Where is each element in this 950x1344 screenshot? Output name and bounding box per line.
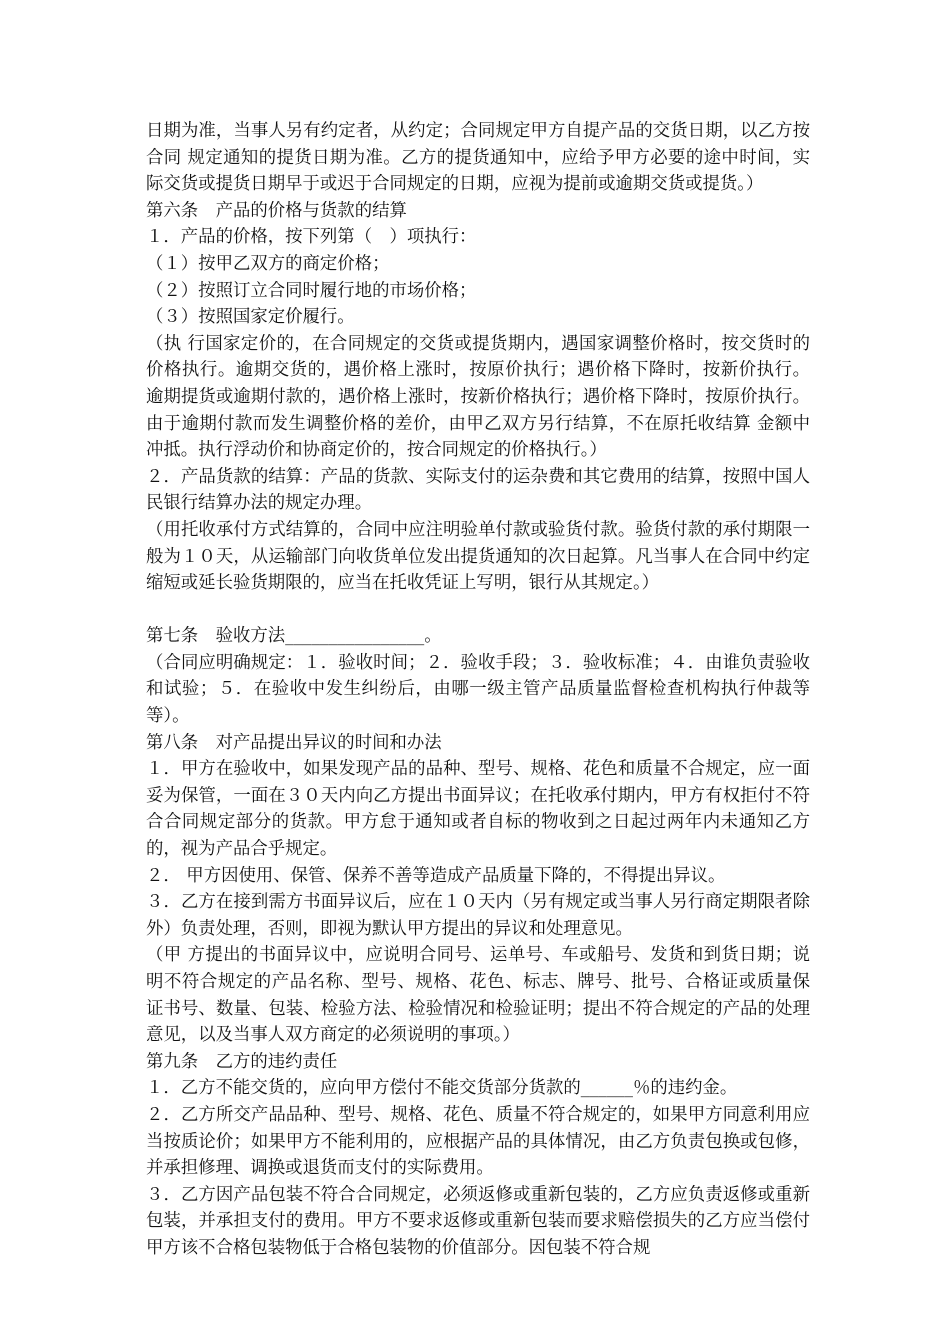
article-7-heading: 第七条 验收方法________________。 bbox=[146, 626, 442, 647]
price-clause-1: １．产品的价格，按下列第（ ）项执行： bbox=[146, 227, 477, 248]
payment-note: （用托收承付方式结算的，合同中应注明验单付款或验货付款。验货付款的承付期限一般为１０天，从运输部门向收货单位发出提货通知的次日起算。凡当事人在合同中约定缩短或延长验货期限的，应当在托收凭证上写明，银行从其规定。） bbox=[146, 519, 810, 594]
liability-clause-1: １．乙方不能交货的，应向甲方偿付不能交货部分货款的______％的违约金。 bbox=[146, 1078, 738, 1099]
objection-clause-3: ３．乙方在接到需方书面异议后，应在１０天内（另有规定或当事人另行商定期限者除外）负责处理，否则，即视为默认甲方提出的异议和处理意见。 bbox=[146, 892, 810, 939]
price-note: （执 行国家定价的，在合同规定的交货或提货期内，遇国家调整价格时，按交货时的价格执行。逾期交货的，遇价格上涨时，按原价执行；遇价格下降时，按新价执行。 逾期提货或逾期付款的，遇价格上涨时，按新价格执行；遇价格下降时，按原价执行。由于逾期付款而发生调整价格的差价，由甲乙双方另行结算，不在原托收结算 金额中冲抵。执行浮动价和协商定价的，按合同规定的价格执行。） bbox=[146, 333, 810, 461]
article-8-heading: 第八条 对产品提出异议的时间和办法 bbox=[146, 732, 442, 753]
price-option-1: （１）按甲乙双方的商定价格； bbox=[146, 253, 390, 274]
objection-clause-1: １．甲方在验收中，如果发现产品的品种、型号、规格、花色和质量不合规定，应一面妥为保管，一面在３０天内向乙方提出书面异议；在托收承付期内，甲方有权拒付不符合合同规定部分的货款。甲方怠于通知或者自标的物收到之日起过两年内未通知乙方的，视为产品合乎规定。 bbox=[146, 759, 810, 860]
blank-line bbox=[146, 597, 810, 624]
price-option-2: （２）按照订立合同时履行地的市场价格； bbox=[146, 280, 477, 301]
inspection-note: （合同应明确规定：１．验收时间；２．验收手段；３．验收标准；４．由谁负责验收和试验；５．在验收中发生纠纷后，由哪一级主管产品质量监督检查机构执行仲裁等等）。 bbox=[146, 652, 810, 727]
payment-clause-2: ２．产品货款的结算：产品的货款、实际支付的运杂费和其它费用的结算，按照中国人民银行结算办法的规定办理。 bbox=[146, 466, 810, 514]
price-option-3: （３）按照国家定价履行。 bbox=[146, 307, 355, 328]
article-9-heading: 第九条 乙方的违约责任 bbox=[146, 1051, 338, 1072]
article-6-heading: 第六条 产品的价格与货款的结算 bbox=[146, 200, 407, 221]
paragraph-delivery-date-note: 日期为准，当事人另有约定者，从约定；合同规定甲方自提产品的交货日期，以乙方按合同 规定通知的提货日期为准。乙方的提货通知中，应给予甲方必要的途中时间，实际交货或提货日期早于或迟于合同规定的日期，应视为提前或逾期交货或提货。） bbox=[146, 121, 810, 195]
liability-clause-3: ３．乙方因产品包装不符合合同规定，必须返修或重新包装的，乙方应负责返修或重新包装，并承担支付的费用。甲方不要求返修或重新包装而要求赔偿损失的乙方应当偿付甲方该不合格包装物低于合格包装物的价值部分。因包装不符合规 bbox=[146, 1184, 810, 1258]
liability-clause-2: ２．乙方所交产品品种、型号、规格、花色、质量不符合规定的，如果甲方同意利用应当按质论价；如果甲方不能利用的，应根据产品的具体情况，由乙方负责包换或包修，并承担修理、调换或退货而支付的实际费用。 bbox=[146, 1104, 810, 1179]
objection-clause-2: ２． 甲方因使用、保管、保养不善等造成产品质量下降的，不得提出异议。 bbox=[146, 865, 726, 886]
contract-text bbox=[146, 118, 810, 1262]
objection-note: （甲 方提出的书面异议中，应说明合同号、运单号、车或船号、发货和到货日期；说明不符合规定的产品名称、型号、规格、花色、标志、牌号、批号、合格证或质量保 证书号、数量、包装、检验方法、检验情况和检验证明；提出不符合规定的产品的处理意见，以及当事人双方商定的必须说明的事项。） bbox=[146, 945, 810, 1046]
